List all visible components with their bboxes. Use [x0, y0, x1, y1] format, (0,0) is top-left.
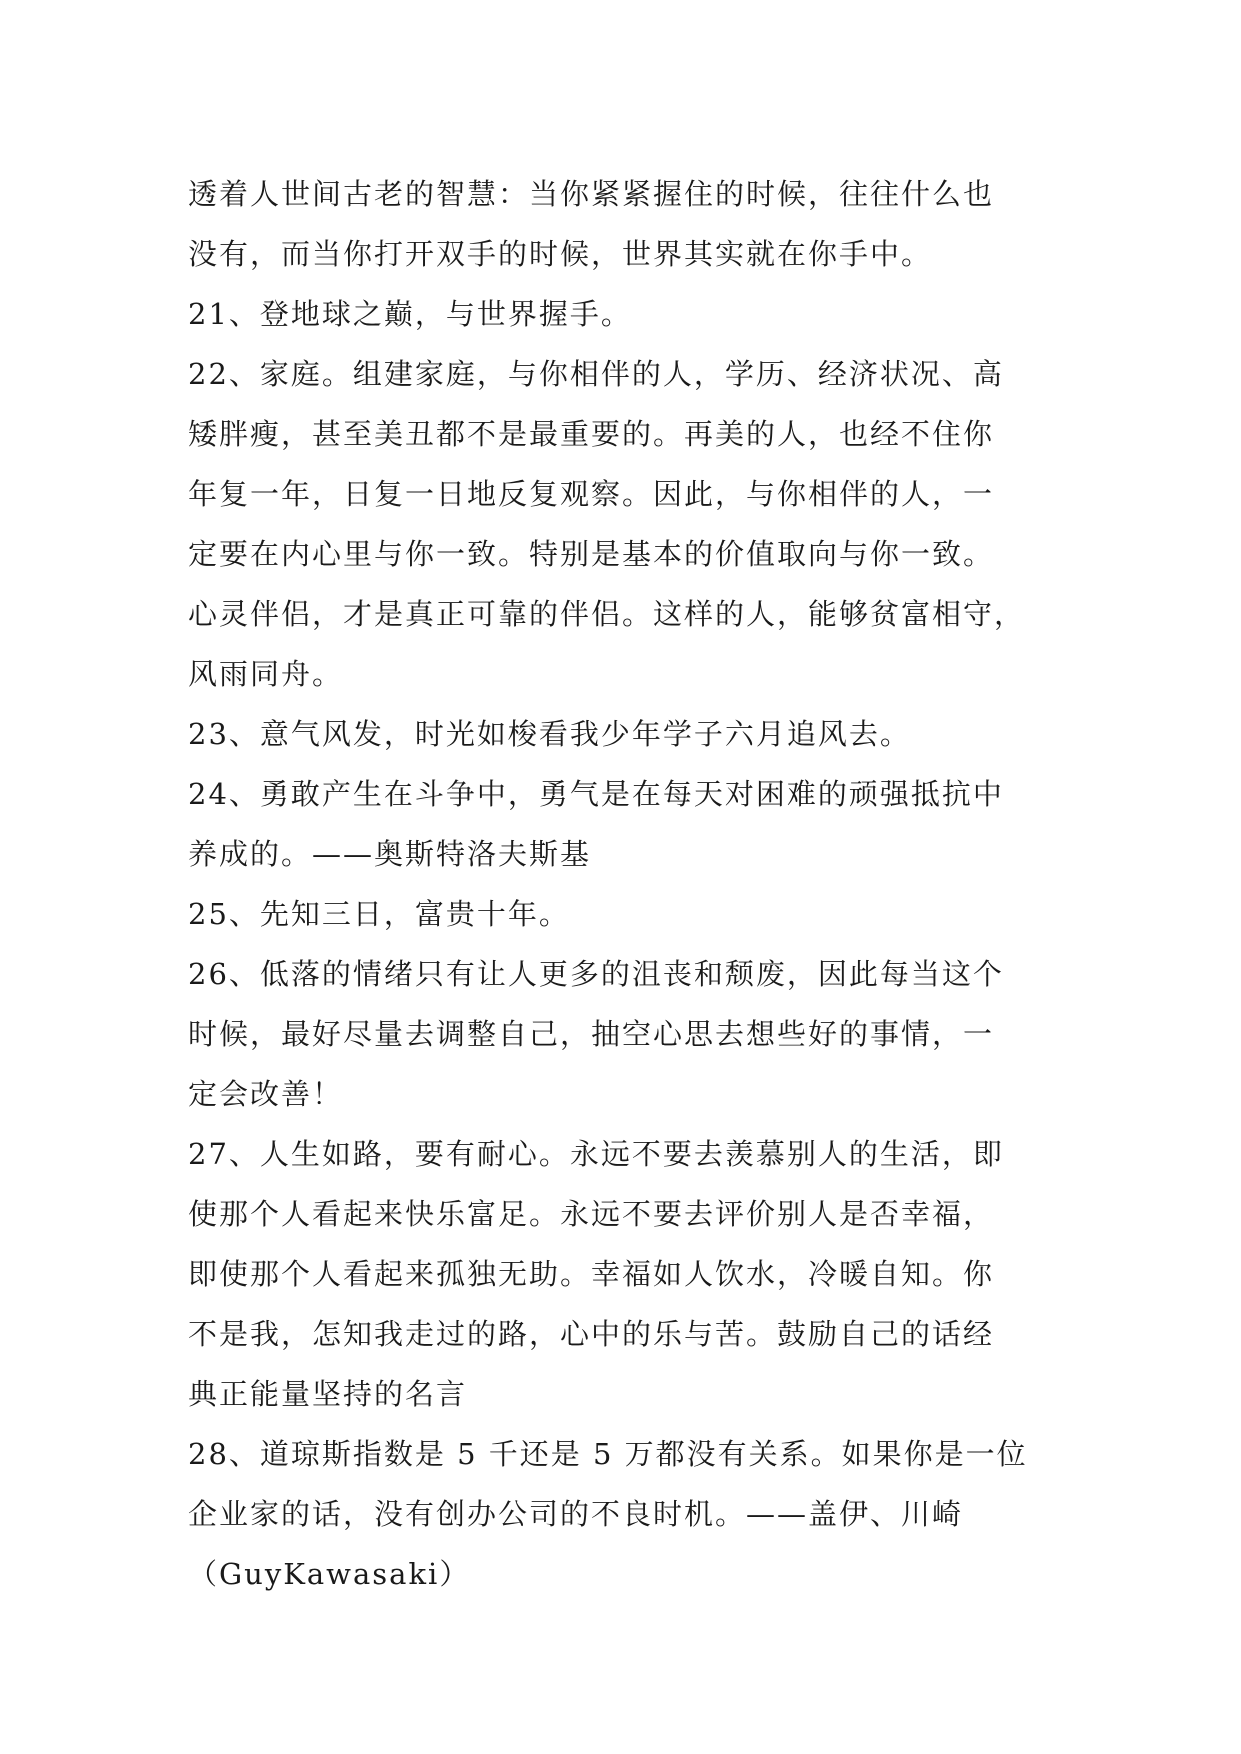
text-line: 时候，最好尽量去调整自己，抽空心思去想些好的事情，一: [188, 1017, 995, 1051]
text-line: 28、道琼斯指数是 5 千还是 5 万都没有关系。如果你是一位: [188, 1437, 1028, 1471]
text-line: 透着人世间古老的智慧：当你紧紧握住的时候，往往什么也: [188, 177, 995, 211]
text-line: 22、家庭。组建家庭，与你相伴的人，学历、经济状况、高: [188, 357, 1004, 391]
text-line: 使那个人看起来快乐富足。永远不要去评价别人是否幸福，: [188, 1197, 995, 1231]
text-line: 不是我，怎知我走过的路，心中的乐与苦。鼓励自己的话经: [188, 1317, 995, 1351]
text-line: （GuyKawasaki）: [188, 1557, 471, 1591]
text-line: 定会改善！: [188, 1077, 344, 1111]
text-line: 矮胖瘦，甚至美丑都不是最重要的。再美的人，也经不住你: [188, 417, 995, 451]
text-line: 24、勇敢产生在斗争中，勇气是在每天对困难的顽强抵抗中: [188, 777, 1004, 811]
text-line: 养成的。——奥斯特洛夫斯基: [188, 837, 592, 871]
text-line: 典正能量坚持的名言: [188, 1377, 468, 1411]
text-line: 年复一年，日复一日地反复观察。因此，与你相伴的人，一: [188, 477, 995, 511]
text-line: 即使那个人看起来孤独无助。幸福如人饮水，冷暖自知。你: [188, 1257, 995, 1291]
text-line: 心灵伴侣，才是真正可靠的伴侣。这样的人，能够贫富相守，: [188, 597, 1026, 631]
text-line: 27、人生如路，要有耐心。永远不要去羡慕别人的生活，即: [188, 1137, 1004, 1171]
text-line: 没有，而当你打开双手的时候，世界其实就在你手中。: [188, 237, 933, 271]
text-line: 企业家的话，没有创办公司的不良时机。——盖伊、川崎: [188, 1497, 964, 1531]
text-line: 25、先知三日，富贵十年。: [188, 897, 570, 931]
text-line: 21、登地球之巅，与世界握手。: [188, 297, 632, 331]
text-line: 定要在内心里与你一致。特别是基本的价值取向与你一致。: [188, 537, 995, 571]
text-line: 23、意气风发，时光如梭看我少年学子六月追风去。: [188, 717, 911, 751]
text-line: 26、低落的情绪只有让人更多的沮丧和颓废，因此每当这个: [188, 957, 1004, 991]
text-line: 风雨同舟。: [188, 657, 344, 691]
document-body: [188, 164, 1068, 1604]
